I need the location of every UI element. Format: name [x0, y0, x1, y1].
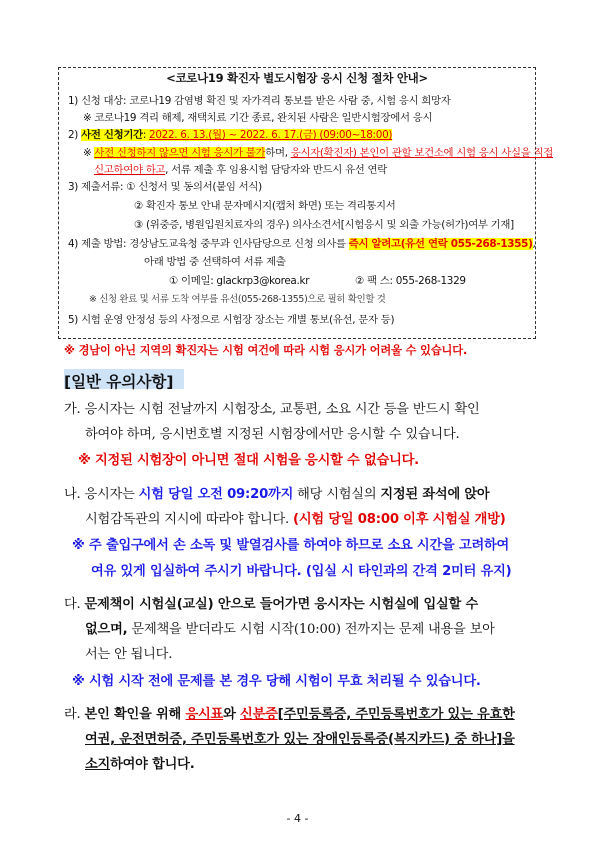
notice-line-warning — [83, 146, 553, 160]
item-ga-line1: 가. 응시자는 시험 전날까지 시험장소, 교통편, 소요 시간 등을 반드시 확인 — [64, 402, 480, 417]
na-time: 시험 당일 오전 09:20까지 — [138, 487, 294, 502]
item-ga-line2: 하여야 하며, 응시번호별 지정된 시험장에서만 응시할 수 있습니다. — [85, 427, 460, 442]
da-bold: 문제책이 시험실(교실) 안으로 들어가면 응시자는 시험실에 입실할 수 — [84, 597, 479, 612]
item-na-note2: 여유 있게 입실하여 주시기 바랍니다. (입실 시 타인과의 간격 2미터 유지) — [91, 564, 512, 579]
item-ra-line3 — [85, 757, 195, 773]
notice-line-report-cont — [94, 163, 387, 177]
warn-mark: ※ — [83, 147, 95, 159]
notice-line-docs-1: 3) 제출서류: ① 신청서 및 동의서(붙임 서식) — [68, 181, 262, 193]
item-na-line2 — [85, 512, 506, 528]
notice-line-exception: ※ 코로나19 격리 해제, 재택치료 기간 종료, 완치된 사람은 일반시험장에서 응시 — [83, 112, 433, 124]
item-ra-line1 — [64, 707, 515, 723]
item-ra-line2: 여권, 운전면허증, 주민등록번호가 있는 장애인등록증(복지카드) 중 하나]을 — [85, 732, 515, 747]
notice-line-period — [68, 128, 392, 142]
da-bold2: 없으며, — [85, 622, 128, 637]
notice-confirm: ※ 신청 완료 및 서류 도착 여부를 유선(055-268-1355)으로 필히 확인할 것 — [89, 294, 386, 305]
notice-line-venue: 5) 시험 운영 안정성 등의 사정으로 시험장 장소는 개별 통보(유선, 문자 등) — [68, 314, 395, 326]
da-prefix: 다. — [64, 597, 85, 612]
ra-end: 하여야 합니다. — [110, 757, 195, 772]
ra-ticket: 응시표 — [185, 707, 224, 722]
period-label: 사전 신청기간 — [81, 129, 143, 141]
warn-mid: 하며, — [265, 147, 291, 159]
na-line2-text: 시험감독관의 지시에 따라야 합니다. — [85, 512, 294, 527]
na-seat: 지정된 좌석에 앉아 — [380, 487, 490, 502]
ra-lead: 본인 확인을 위해 — [84, 707, 186, 722]
page-number: - 4 - — [286, 812, 309, 825]
period-prefix: 2) — [68, 129, 82, 141]
item-da-line2 — [85, 622, 495, 638]
method-phone: 즉시 알려고(유선 연락 055-268-1355) — [348, 238, 533, 250]
ra-id-list: [주민등록증, 주민등록번호가 있는 유효한 — [277, 707, 515, 722]
ra-carry: 소지 — [85, 757, 111, 772]
notice-line-docs-3: ③ (위중증, 병원입원치료자의 경우) 의사소견서[시험응시 및 외출 가능(허가)여부 기재] — [134, 219, 514, 231]
notice-line-method-cont: 아래 방법 중 선택하여 서류 제출 — [144, 256, 286, 268]
na-prefix: 나. 응시자는 — [64, 487, 139, 502]
notice-line-method — [68, 237, 536, 251]
notice-line-docs-2: ② 확진자 통보 안내 문자메시지(캡처 화면) 또는 격리통지서 — [134, 200, 396, 212]
region-warning: ※ 경남이 아닌 지역의 확진자는 시험 여건에 따라 시험 응시가 어려울 수 있습니다. — [64, 344, 468, 357]
notice-fax: ② 팩 스: 055-268-1329 — [355, 275, 466, 287]
item-na-note1: ※ 주 출입구에서 손 소독 및 발열검사를 하여야 하므로 소요 시간을 고려하여 — [72, 538, 510, 553]
notice-email: ① 이메일: glackrp3@korea.kr — [169, 275, 310, 287]
warn-no-apply: 사전 신청하지 않으면 시험 응시가 불가 — [94, 147, 266, 159]
item-da-line1 — [64, 597, 478, 613]
item-ga-note: ※ 지정된 시험장이 아니면 절대 시험을 응시할 수 없습니다. — [78, 453, 419, 468]
warn-report: 응시자(확진자) 본인이 관할 보건소에 시험 응시 사실을 직접 — [290, 147, 553, 159]
covid-notice-box — [58, 67, 553, 339]
method-text: 4) 제출 방법: 경상남도교육청 중무과 인사담당으로 신청 의사를 — [68, 238, 349, 250]
ra-prefix: 라. — [64, 707, 85, 722]
da-line2-text: 문제책을 받더라도 시험 시작(10:00) 전까지는 문제 내용을 보아 — [127, 622, 495, 637]
period-dates: 2022. 6. 13.(월) ~ 2022. 6. 17.(금) (09:00~18:00) — [149, 129, 393, 141]
na-open-time: (시험 당일 08:00 이후 시험실 개방) — [293, 512, 506, 527]
report-rest: , 서류 제출 후 임용시험 담당자와 반드시 유선 연락 — [165, 164, 387, 176]
ra-id: 신분증 — [240, 707, 278, 722]
period-colon: : — [142, 129, 150, 141]
item-na-line1 — [64, 487, 489, 503]
notice-title: <코로나19 확진자 별도시험장 응시 신청 절차 안내> — [166, 71, 428, 85]
section-title: [일반 유의사항] — [64, 373, 174, 391]
notice-line-target: 1) 신청 대상: 코로나19 감염병 확진 및 자가격리 통보를 받은 사람 중, 시험 응시 희망자 — [68, 95, 451, 107]
method-comma: , — [532, 238, 536, 250]
ra-and: 와 — [223, 707, 241, 722]
item-da-note: ※ 시험 시작 전에 문제를 본 경우 당해 시험이 무효 처리될 수 있습니다. — [72, 674, 481, 689]
item-da-line3: 서는 안 됩니다. — [85, 647, 173, 662]
na-mid: 해당 시험실의 — [293, 487, 381, 502]
section-title-bar — [64, 369, 184, 389]
report-cont: 신고하여야 하고 — [94, 164, 166, 176]
